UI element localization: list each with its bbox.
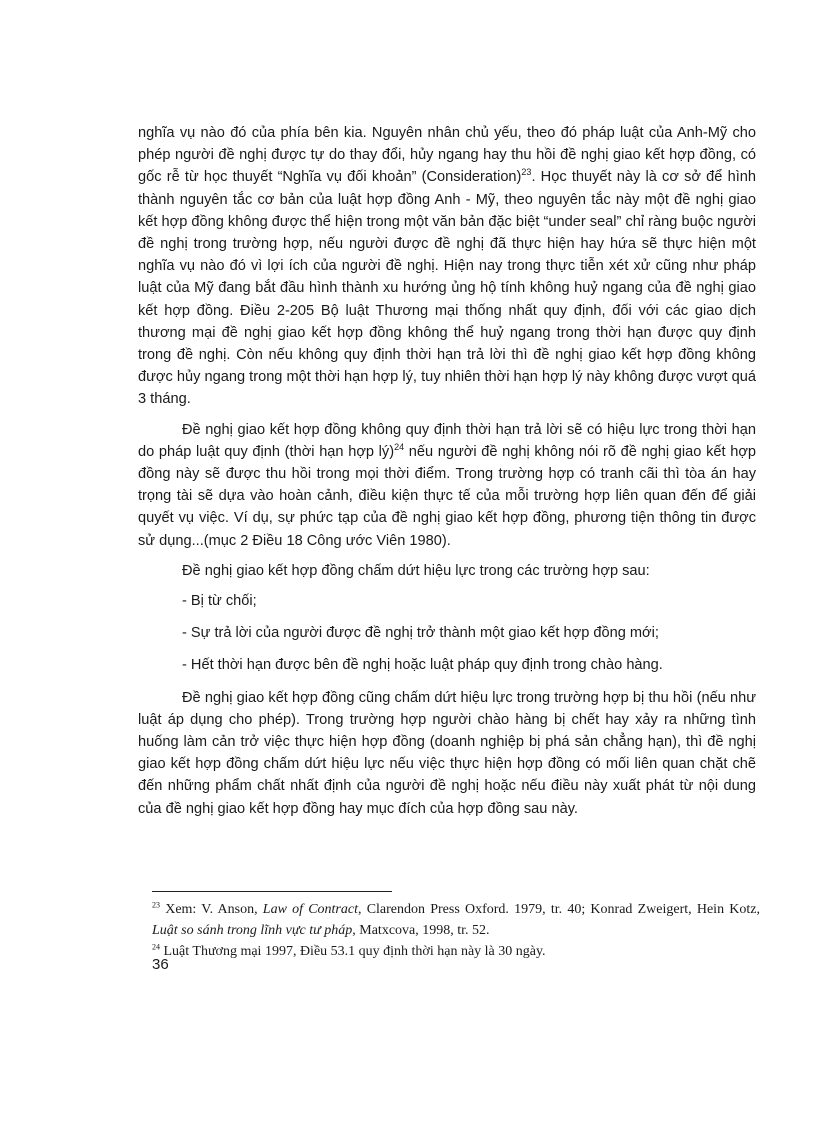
footnote-24-number: 24 — [152, 942, 160, 952]
paragraph-2 — [138, 419, 756, 552]
footnote-24-text: Luật Thương mại 1997, Điều 53.1 quy định thời hạn này là 30 ngày. — [160, 944, 546, 959]
list-item-1 — [138, 590, 756, 612]
footnotes — [152, 899, 760, 962]
footnote-23-title-2: Luật so sánh trong lĩnh vực tư pháp — [152, 923, 353, 938]
list-item-1-text: - Bị từ chối; — [182, 593, 257, 610]
paragraph-3 — [138, 560, 756, 582]
footnote-ref-24: 24 — [394, 441, 405, 452]
paragraph-1-text: nghĩa vụ nào đó của phía bên kia. Nguyên nhân chủ yếu, theo đó pháp luật của Anh-Mỹ cho phép người đề nghị được tự do thay đổi, hủy ngang hay thu hồi đề nghị giao kết hợp đồng, có gốc rễ từ học thuyết “Nghĩa vụ đối khoản” (Consideration) — [138, 125, 756, 186]
paragraph-1 — [138, 122, 756, 411]
page-number: 36 — [152, 956, 169, 973]
footnote-23 — [152, 899, 760, 941]
paragraph-1-tail: . Học thuyết này là cơ sở để hình thành nguyên tắc cơ bản của luật hợp đồng Anh - Mỹ, theo nguyên tắc này một đề nghị giao kết hợp đồng không được thể hiện trong một văn bản đặc biệt “under seal” chỉ ràng buộc người đề nghị trong trường hợp, nếu người được đề nghị đã thực hiện hay hứa sẽ thực hiện một nghĩa vụ nào đó vì lợi ích của người đề nghị. Hiện nay trong thực tiễn xét xử cũng như pháp luật của Mỹ đang bắt đầu hình thành xu hướng ủng hộ tính không huỷ ngang của đề nghị giao kết hợp đồng. Điều 2-205 Bộ luật Thương mại thống nhất quy định, đối với các giao dịch thương mại đề nghị giao kết hợp đồng không thể huỷ ngang trong thời hạn được quy định trong đề nghị. Còn nếu không quy định thời hạn trả lời thì đề nghị giao kết hợp đồng không được hủy ngang trong một thời hạn hợp lý, tuy nhiên thời hạn hợp lý này không được vượt quá 3 tháng. — [138, 169, 756, 408]
footnote-23-number: 23 — [152, 900, 160, 910]
footnote-ref-23: 23 — [521, 167, 532, 178]
list-item-2 — [138, 622, 756, 644]
list-item-2-text: - Sự trả lời của người được đề nghị trở thành một giao kết hợp đồng mới; — [182, 625, 659, 642]
footnote-23-title-1: Law of Contract — [262, 902, 358, 917]
paragraph-3-text: Đề nghị giao kết hợp đồng chấm dứt hiệu lực trong các trường hợp sau: — [182, 562, 650, 579]
footnote-23-text-e: , Matxcova, 1998, tr. 52. — [352, 923, 490, 938]
list-item-3 — [138, 654, 756, 676]
body-text — [138, 122, 756, 828]
footnote-24 — [152, 941, 760, 962]
list-item-3-text: - Hết thời hạn được bên đề nghị hoặc luật pháp quy định trong chào hàng. — [182, 657, 663, 674]
paragraph-4-text: Đề nghị giao kết hợp đồng cũng chấm dứt hiệu lực trong trường hợp bị thu hồi (nếu như luật áp dụng cho phép). Trong trường hợp người chào hàng bị chết hay xảy ra những tình huống làm cản trở việc thực hiện hợp đồng (doanh nghiệp bị phá sản chẳng hạn), thì đề nghị giao kết hợp đồng chấm dứt hiệu lực nếu việc thực hiện hợp đồng có mối liên quan chặt chẽ đến những phẩm chất nhất định của người đề nghị hoặc nếu điều này xuất phát từ nội dung của đề nghị giao kết hợp đồng hay mục đích của hợp đồng sau này. — [138, 689, 756, 817]
paragraph-2-text: Đề nghị giao kết hợp đồng không quy định thời hạn trả lời sẽ có hiệu lực trong thời hạn do pháp luật quy định (thời hạn hợp lý) — [138, 421, 756, 460]
footnote-23-text-a: Xem: V. Anson, — [160, 902, 263, 917]
paragraph-4 — [138, 687, 756, 820]
paragraph-2-tail: nếu người đề nghị không nói rõ đề nghị giao kết hợp đồng này sẽ được thu hồi trong mọi thời điểm. Trong trường hợp có tranh cãi thì tòa án hay trọng tài sẽ dựa vào hoàn cảnh, điều kiện thực tế của mỗi trường hợp liên quan đến để giải quyết vụ việc. Ví dụ, sự phức tạp của đề nghị giao kết hợp đồng, phương tiện thông tin được sử dụng...(mục 2 Điều 18 Công ước Viên 1980). — [138, 443, 757, 549]
footnote-23-text-c: , Clarendon Press Oxford. 1979, tr. 40; Konrad Zweigert, Hein Kotz, — [358, 902, 760, 917]
footnote-divider — [152, 891, 392, 892]
